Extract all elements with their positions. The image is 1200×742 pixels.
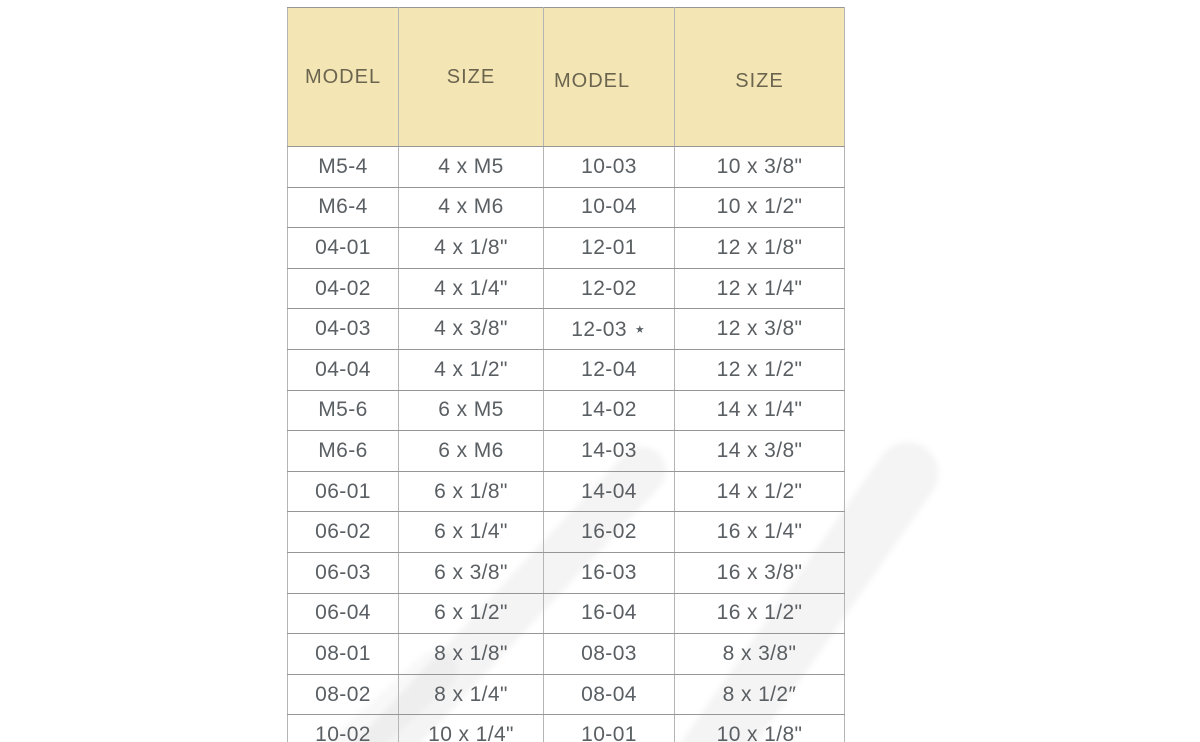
model-cell: 08-03 <box>544 634 675 675</box>
size-cell: 10 x 3/8" <box>675 147 845 188</box>
size-cell: 12 x 1/4" <box>675 268 845 309</box>
column-header-size-right: SIZE <box>675 8 845 147</box>
model-cell: 06-04 <box>288 593 399 634</box>
size-cell: 4 x M6 <box>399 187 544 228</box>
table-row <box>288 431 845 472</box>
size-cell: 8 x 1/2″ <box>675 674 845 715</box>
model-cell: 06-02 <box>288 512 399 553</box>
size-cell: 6 x M5 <box>399 390 544 431</box>
column-header-model-left: MODEL <box>288 8 399 147</box>
model-cell: 10-04 <box>544 187 675 228</box>
size-cell: 8 x 1/8" <box>399 634 544 675</box>
table-row <box>288 147 845 188</box>
size-cell: 6 x M6 <box>399 431 544 472</box>
size-cell: 4 x 3/8" <box>399 309 544 350</box>
model-cell: 04-02 <box>288 268 399 309</box>
size-cell: 8 x 1/4" <box>399 674 544 715</box>
size-cell: 16 x 3/8" <box>675 552 845 593</box>
size-cell: 16 x 1/2" <box>675 593 845 634</box>
model-cell: 14-03 <box>544 431 675 472</box>
model-cell: 16-02 <box>544 512 675 553</box>
model-cell: 16-03 <box>544 552 675 593</box>
model-cell: 10-02 <box>288 715 399 742</box>
model-cell: 06-01 <box>288 471 399 512</box>
table-body <box>288 147 845 742</box>
model-cell: 14-02 <box>544 390 675 431</box>
table-row <box>288 390 845 431</box>
model-cell: 04-01 <box>288 228 399 269</box>
table-row <box>288 309 845 350</box>
model-cell: 10-01 <box>544 715 675 742</box>
model-cell: M6-4 <box>288 187 399 228</box>
model-cell: 06-03 <box>288 552 399 593</box>
size-cell: 10 x 1/8" <box>675 715 845 742</box>
size-cell: 4 x 1/4" <box>399 268 544 309</box>
model-cell: M6-6 <box>288 431 399 472</box>
model-cell: 12-03 ⋆ <box>544 309 675 350</box>
model-cell: 04-03 <box>288 309 399 350</box>
size-cell: 6 x 3/8" <box>399 552 544 593</box>
size-cell: 12 x 3/8" <box>675 309 845 350</box>
model-cell: M5-4 <box>288 147 399 188</box>
column-header-model-right: MODEL <box>544 8 675 147</box>
size-cell: 16 x 1/4" <box>675 512 845 553</box>
size-cell: 4 x M5 <box>399 147 544 188</box>
size-cell: 4 x 1/2" <box>399 349 544 390</box>
table-row <box>288 634 845 675</box>
model-cell: 12-02 <box>544 268 675 309</box>
size-cell: 6 x 1/2" <box>399 593 544 634</box>
table-row <box>288 715 845 742</box>
table-row <box>288 187 845 228</box>
model-cell: 04-04 <box>288 349 399 390</box>
size-cell: 12 x 1/2" <box>675 349 845 390</box>
size-cell: 6 x 1/8" <box>399 471 544 512</box>
size-cell: 8 x 3/8" <box>675 634 845 675</box>
model-cell: 14-04 <box>544 471 675 512</box>
model-cell: 08-02 <box>288 674 399 715</box>
model-cell: 12-04 <box>544 349 675 390</box>
size-cell: 6 x 1/4" <box>399 512 544 553</box>
table-row <box>288 512 845 553</box>
model-cell: 08-01 <box>288 634 399 675</box>
model-cell: 16-04 <box>544 593 675 634</box>
size-cell: 10 x 1/2" <box>675 187 845 228</box>
size-cell: 14 x 1/2" <box>675 471 845 512</box>
table-header-row <box>288 8 845 147</box>
model-cell: 10-03 <box>544 147 675 188</box>
model-cell: 12-01 <box>544 228 675 269</box>
table-row <box>288 552 845 593</box>
table-row <box>288 228 845 269</box>
size-cell: 14 x 1/4" <box>675 390 845 431</box>
table-row <box>288 268 845 309</box>
model-cell: M5-6 <box>288 390 399 431</box>
table-row <box>288 471 845 512</box>
size-cell: 12 x 1/8" <box>675 228 845 269</box>
size-cell: 10 x 1/4" <box>399 715 544 742</box>
table-row <box>288 593 845 634</box>
table-row <box>288 349 845 390</box>
table-row <box>288 674 845 715</box>
model-cell: 08-04 <box>544 674 675 715</box>
size-cell: 4 x 1/8" <box>399 228 544 269</box>
model-size-table <box>287 7 845 742</box>
column-header-size-left: SIZE <box>399 8 544 147</box>
size-cell: 14 x 3/8" <box>675 431 845 472</box>
